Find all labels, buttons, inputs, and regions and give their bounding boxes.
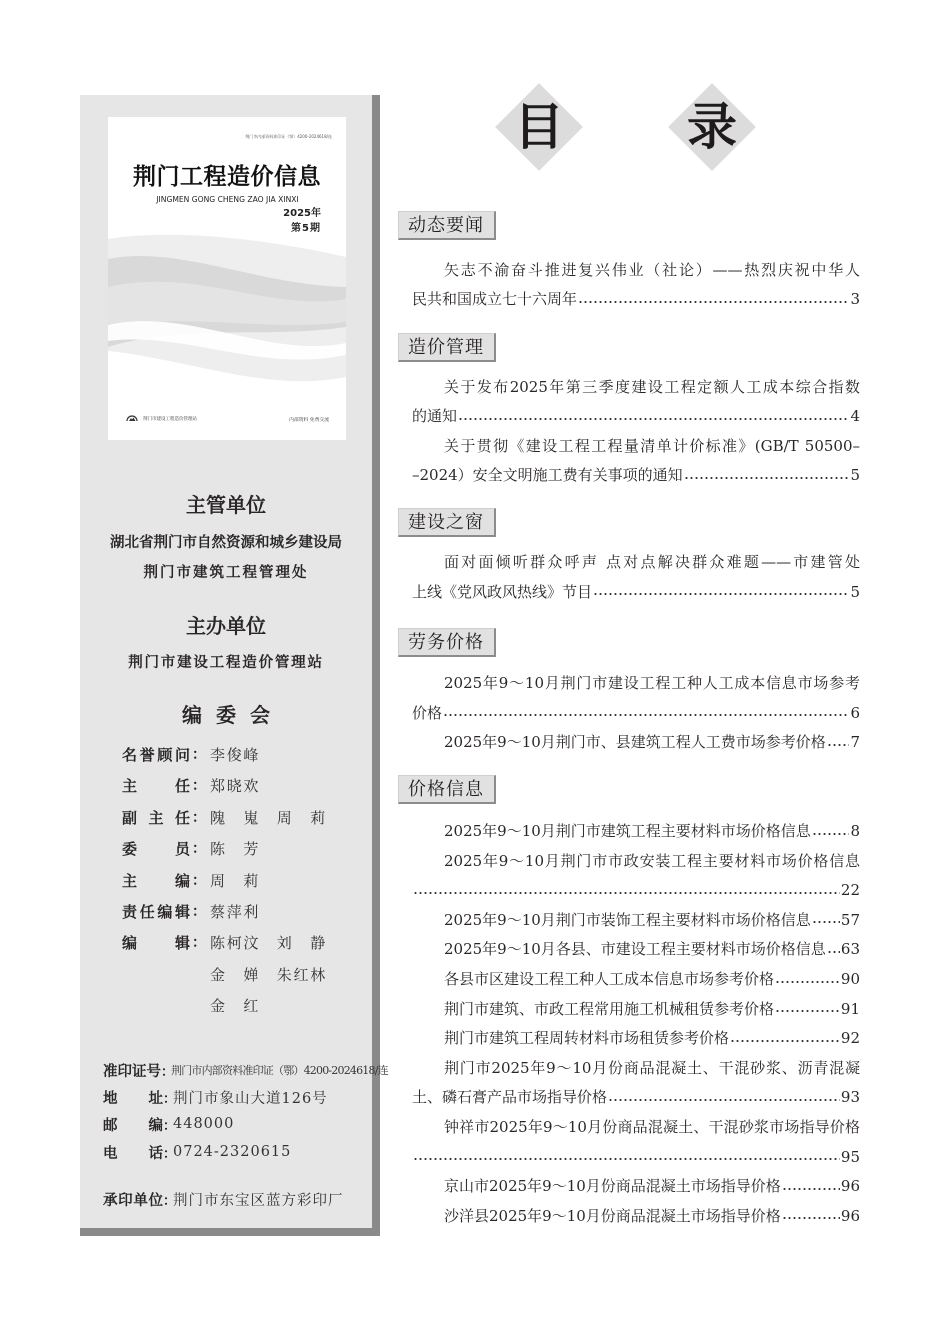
committee-members: 金 婵 朱红林 <box>210 965 327 984</box>
toc-entry <box>412 935 860 965</box>
dot-leader <box>684 461 850 491</box>
toc-entry <box>412 373 860 432</box>
page-number: 22 <box>840 881 860 900</box>
colon: ： <box>161 1064 175 1080</box>
committee-members: 隗 嵬 周 莉 <box>210 808 327 827</box>
entry-leader-line <box>412 402 860 432</box>
info-row-phone <box>103 1141 373 1163</box>
committee-row <box>122 897 362 928</box>
dot-leader <box>413 876 840 906</box>
cover-title: 荆门工程造价信息 <box>133 163 321 190</box>
entry-title-cont: 价格 <box>412 703 443 722</box>
toc-entry <box>412 1054 860 1113</box>
committee-row <box>122 928 362 959</box>
supervisor-unit: 荆门市建筑工程管理处 <box>143 565 309 581</box>
committee-row-continued <box>122 991 362 1022</box>
toc-entries <box>412 669 860 758</box>
dot-leader <box>578 285 849 315</box>
page-number: 91 <box>840 999 860 1018</box>
page-number: 96 <box>840 1177 860 1196</box>
dot-leader <box>413 1143 840 1173</box>
entry-title: 2025年9～10月荆门市、县建筑工程人工费市场参考价格 <box>444 733 826 752</box>
colon: ： <box>192 809 206 826</box>
colon: ： <box>163 1091 177 1107</box>
supervisor-unit: 湖北省荆门市自然资源和城乡建设局 <box>110 535 342 551</box>
address: 荆门市象山大道126号 <box>173 1090 328 1107</box>
colon: ： <box>192 841 206 858</box>
toc-entries <box>412 256 860 315</box>
committee-row <box>122 803 362 834</box>
page-number: 7 <box>850 733 860 752</box>
entry-leader-line <box>412 578 860 608</box>
entry-title-line: 关于发布2025年第三季度建设工程定额人工成本综合指数 <box>444 377 860 396</box>
postcode: 448000 <box>173 1116 235 1132</box>
info-row-permit <box>103 1059 388 1081</box>
toc-entries <box>412 373 860 491</box>
section-header: 劳务价格 <box>398 628 496 657</box>
entry-title-line: 关于贯彻《建设工程工程量清单计价标准》(GB/T 50500– <box>444 436 860 455</box>
entry-title-cont: 的通知 <box>412 407 458 426</box>
entry-title: 沙洋县2025年9～10月份商品混凝土市场指导价格 <box>444 1206 781 1225</box>
entry-title-line: 矢志不渝奋斗推进复兴伟业（社论）——热烈庆祝中华人 <box>444 260 860 279</box>
toc-section-price-info <box>398 775 860 1231</box>
toc-entries <box>412 817 860 1231</box>
committee-role: 主编 <box>122 871 190 890</box>
toc-section-labor-prices <box>398 628 860 758</box>
cover-notice: 内部资料 免费交流 <box>289 418 329 423</box>
entry-title: 各县市区建设工程工种人工成本信息市场参考价格 <box>444 969 775 988</box>
committee-role: 主任 <box>122 777 190 796</box>
dot-leader <box>782 1172 840 1202</box>
committee-members: 陈柯汶 刘 静 <box>210 934 327 953</box>
page-number: 92 <box>840 1029 860 1048</box>
entry-leader-line <box>412 1143 860 1173</box>
page-number: 63 <box>840 940 860 959</box>
toc-section-news <box>398 211 860 315</box>
committee-row <box>122 866 362 897</box>
committee-members: 郑晓欢 <box>210 777 261 796</box>
toc-entry <box>412 548 860 607</box>
editorial-committee-list <box>122 740 362 1023</box>
entry-leader-line <box>412 285 860 315</box>
cover-publisher: 荆门市建设工程造价管理站 <box>143 417 197 422</box>
dot-leader <box>812 906 840 936</box>
colon: ： <box>192 935 206 952</box>
committee-row-continued <box>122 960 362 991</box>
committee-row <box>122 771 362 802</box>
entry-title-cont: –2024）安全文明施工费有关事项的通知 <box>412 466 683 485</box>
cover-issue: 第5期 <box>291 223 321 234</box>
page-number: 96 <box>840 1206 860 1225</box>
entry-leader-line <box>412 699 860 729</box>
organizer-unit: 荆门市建设工程造价管理站 <box>128 655 324 671</box>
committee-members: 蔡萍利 <box>210 902 261 921</box>
entry-title: 2025年9～10月各县、市建设工程主要材料市场价格信息 <box>444 940 826 959</box>
page-number: 3 <box>850 290 860 309</box>
printer: 荆门市东宝区蓝方彩印厂 <box>173 1192 344 1209</box>
entry-title: 2025年9～10月荆门市装饰工程主要材料市场价格信息 <box>444 910 811 929</box>
committee-role: 副主任 <box>122 808 190 827</box>
committee-row <box>122 834 362 865</box>
colon: ： <box>192 903 206 920</box>
dot-leader <box>775 995 840 1025</box>
toc-entry <box>412 1024 860 1054</box>
dot-leader <box>593 578 849 608</box>
page-number: 93 <box>840 1088 860 1107</box>
page-number: 6 <box>850 703 860 722</box>
magazine-cover-thumbnail <box>108 117 346 440</box>
dot-leader <box>782 1202 840 1232</box>
page-number: 95 <box>840 1147 860 1166</box>
committee-row <box>122 740 362 771</box>
dot-leader <box>827 728 850 758</box>
colon: ： <box>163 1146 177 1162</box>
toc-entries <box>412 548 860 607</box>
committee-members: 陈 芳 <box>210 840 261 859</box>
toc-entry <box>412 1113 860 1172</box>
dot-leader <box>443 699 849 729</box>
page-number: 8 <box>850 822 860 840</box>
committee-role: 责任编辑 <box>122 902 190 921</box>
entry-title-line: 钟祥市2025年9～10月份商品混凝土、干混砂浆市场指导价格 <box>444 1117 860 1136</box>
toc-entry <box>412 965 860 995</box>
entry-leader-line <box>412 461 860 491</box>
section-header: 造价管理 <box>398 333 496 362</box>
page-number: 57 <box>840 910 860 929</box>
info-label: 电话 <box>103 1145 163 1162</box>
toc-entry <box>412 847 860 906</box>
info-label: 准印证号 <box>103 1063 161 1080</box>
cover-pinyin: JINGMEN GONG CHENG ZAO JIA XINXI <box>156 195 299 204</box>
info-row-address <box>103 1086 373 1108</box>
cover-permit-text: 荆门市内部资料准印证（鄂）4200-2024618/连 <box>245 134 332 139</box>
dot-leader <box>730 1024 840 1054</box>
info-label: 承印单位 <box>103 1192 163 1209</box>
info-row-postcode <box>103 1113 373 1135</box>
phone: 0724-2320615 <box>173 1144 292 1160</box>
entry-title-line: 2025年9～10月荆门市市政安装工程主要材料市场价格信息 <box>444 851 860 870</box>
entry-leader-line <box>412 1083 860 1113</box>
toc-entry <box>412 906 860 936</box>
entry-title: 荆门市建筑、市政工程常用施工机械租赁参考价格 <box>444 999 775 1018</box>
toc-section-construction-window <box>398 508 860 607</box>
entry-title: 2025年9～10月荆门市建筑工程主要材料市场价格信息 <box>444 822 811 840</box>
committee-members: 李俊峰 <box>210 746 261 764</box>
entry-title-line: 荆门市2025年9～10月份商品混凝土、干混砂浆、沥青混凝 <box>444 1058 860 1077</box>
section-header: 动态要闻 <box>398 211 496 240</box>
committee-role: 委员 <box>122 840 190 859</box>
committee-heading: 编委会 <box>182 703 284 727</box>
dot-leader <box>812 817 850 847</box>
entry-title-line: 2025年9～10月荆门市建设工程工种人工成本信息市场参考 <box>444 674 860 692</box>
toc-entry <box>412 256 860 315</box>
colon: ： <box>163 1193 177 1209</box>
entry-title-line: 面对面倾听群众呼声 点对点解决群众难题——市建管处 <box>444 553 860 571</box>
entry-title-cont: 民共和国成立七十六周年 <box>412 290 578 309</box>
committee-members: 金 红 <box>210 997 261 1016</box>
entry-title-cont: 土、磷石膏产品市场指导价格 <box>412 1088 608 1107</box>
page-title-char-1: 目 <box>514 97 564 156</box>
page-title-char-2: 录 <box>687 97 737 156</box>
page-number: 4 <box>850 407 860 426</box>
section-header: 价格信息 <box>398 775 496 804</box>
toc-entry <box>412 995 860 1025</box>
colon: ： <box>192 872 206 889</box>
colon: ： <box>192 747 206 763</box>
toc-entry <box>412 817 860 847</box>
page-number: 5 <box>850 466 860 485</box>
supervisor-heading: 主管单位 <box>186 493 266 517</box>
section-header: 建设之窗 <box>398 508 496 537</box>
colon: ： <box>192 778 206 795</box>
committee-members: 周 莉 <box>210 871 261 890</box>
info-label: 邮编 <box>103 1117 163 1134</box>
dot-leader <box>608 1083 840 1113</box>
cover-year: 2025年 <box>283 208 321 219</box>
toc-entry <box>412 432 860 491</box>
toc-entry <box>412 1202 860 1232</box>
colon: ： <box>163 1118 177 1134</box>
panel-shadow-bottom <box>80 1228 380 1236</box>
organizer-heading: 主办单位 <box>186 614 266 638</box>
toc-section-cost-management <box>398 333 860 491</box>
info-label: 地址 <box>103 1090 163 1107</box>
entry-title: 京山市2025年9～10月份商品混凝土市场指导价格 <box>444 1177 781 1196</box>
dot-leader <box>458 402 849 432</box>
page-number: 90 <box>840 969 860 988</box>
page-number: 5 <box>850 582 860 601</box>
dot-leader <box>775 965 840 995</box>
publisher-logo-icon <box>126 413 138 423</box>
permit-number: 荆门市内部资料准印证（鄂）4200-2024618/连 <box>171 1064 388 1077</box>
toc-entry <box>412 728 860 758</box>
cover-wave-graphic <box>108 227 346 397</box>
committee-role: 编辑 <box>122 934 190 953</box>
dot-leader <box>827 935 840 965</box>
toc-entry <box>412 669 860 728</box>
entry-title-cont: 上线《党风政风热线》节目 <box>412 582 593 601</box>
committee-role: 名誉顾问 <box>122 746 190 764</box>
entry-leader-line <box>412 876 860 906</box>
info-row-printer <box>103 1188 373 1210</box>
entry-title: 荆门市建筑工程周转材料市场租赁参考价格 <box>444 1029 730 1048</box>
toc-entry <box>412 1172 860 1202</box>
